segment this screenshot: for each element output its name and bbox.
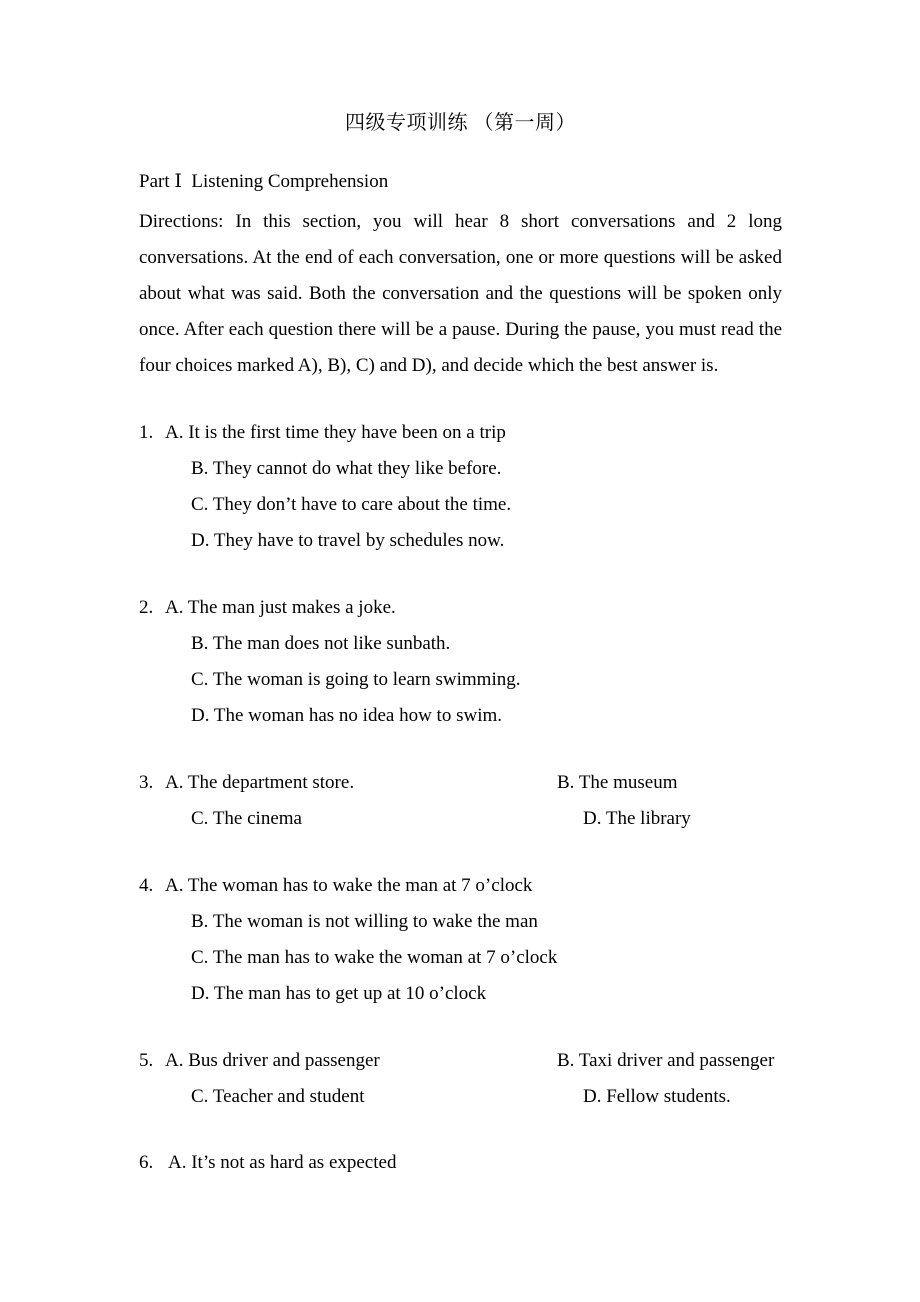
option-c[interactable]: C. The man has to wake the woman at 7 o’clock	[191, 947, 558, 969]
option-b[interactable]: B. The man does not like sunbath.	[191, 633, 451, 655]
question-options-5	[165, 1043, 782, 1115]
part-heading: Part Ⅰ Listening Comprehension	[139, 171, 389, 192]
option-c[interactable]: C. They don’t have to care about the time.	[191, 494, 512, 516]
option-d[interactable]: D. The man has to get up at 10 o’clock	[191, 983, 487, 1005]
option-a[interactable]: A. It is the first time they have been on a trip	[165, 422, 506, 444]
question-number-1: 1.	[139, 422, 154, 444]
question-number-6: 6.	[139, 1152, 154, 1174]
question-options-1	[165, 415, 782, 559]
question-block-1	[139, 415, 782, 559]
directions-paragraph: Directions: In this section, you will hear 8 short conversations and 2 long conversations. At the end of each conversation, one or more questions will be asked about what was said. Both the conversation and the questions will be spoken only once. After each question there will be a pause. During the pause, you must read the four choices marked A), B), C) and D), and decide which the best answer is.	[139, 211, 782, 377]
option-b[interactable]: B. They cannot do what they like before.	[191, 458, 502, 480]
option-row-cd	[165, 801, 782, 837]
question-number-3: 3.	[139, 772, 154, 794]
question-number-5: 5.	[139, 1050, 154, 1072]
option-d[interactable]: D. The woman has no idea how to swim.	[191, 705, 502, 727]
option-a[interactable]: A. The man just makes a joke.	[165, 597, 396, 619]
question-block-5	[139, 1043, 782, 1115]
option-c[interactable]: C. The cinema	[191, 808, 302, 830]
option-b[interactable]: B. The museum	[557, 772, 678, 794]
option-a[interactable]: A. Bus driver and passenger	[165, 1050, 380, 1072]
question-options-4	[165, 868, 782, 1012]
question-options-2	[165, 590, 782, 734]
option-row-ab	[165, 1043, 782, 1079]
page-title: 四级专项训练 （第一周）	[345, 112, 576, 134]
page-content	[139, 0, 782, 1181]
option-d[interactable]: D. The library	[583, 808, 691, 830]
option-d[interactable]: D. Fellow students.	[583, 1086, 731, 1108]
question-block-6	[139, 1145, 782, 1181]
question-number-4: 4.	[139, 875, 154, 897]
question-options-3	[165, 765, 782, 837]
option-c[interactable]: C. The woman is going to learn swimming.	[191, 669, 521, 691]
question-block-3	[139, 765, 782, 837]
option-a[interactable]: A. The department store.	[165, 772, 355, 794]
question-block-2	[139, 590, 782, 734]
question-block-4	[139, 868, 782, 1012]
option-row-ab	[165, 765, 782, 801]
option-b[interactable]: B. Taxi driver and passenger	[557, 1050, 775, 1072]
option-c[interactable]: C. Teacher and student	[191, 1086, 365, 1108]
option-b[interactable]: B. The woman is not willing to wake the man	[191, 911, 538, 933]
question-number-2: 2.	[139, 597, 154, 619]
option-a[interactable]: A. It’s not as hard as expected	[168, 1152, 397, 1174]
option-d[interactable]: D. They have to travel by schedules now.	[191, 530, 505, 552]
option-a[interactable]: A. The woman has to wake the man at 7 o’clock	[165, 875, 533, 897]
option-row-cd	[165, 1079, 782, 1115]
question-options-6	[168, 1145, 782, 1181]
